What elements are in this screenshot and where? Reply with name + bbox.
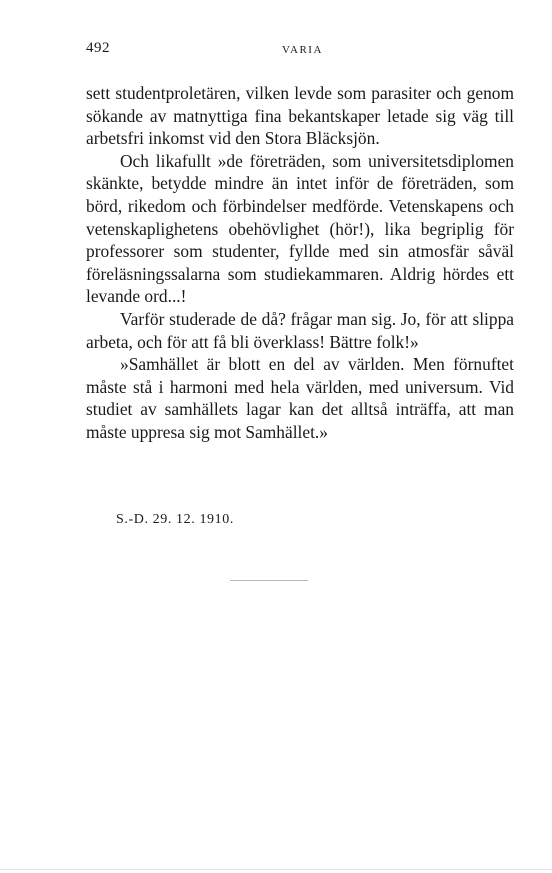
paragraph-2: Och likafullt »de företräden, som universitetsdiplomen skänkte, betydde mindre än intet inför de företräden, som börd, rikedom och förbindelser medförde. Vetenskapens och vetenskaplighetens obehövlighet (hör!), lika begriplig för professorer som studenter, fyllde med sin atmosfär såväl föreläsningssalarna som studiekammaren. Aldrig hördes ett levande ord...! [86, 150, 514, 307]
section-divider [230, 580, 308, 581]
running-head: VARIA [282, 44, 323, 56]
body-text [86, 82, 514, 444]
page-bottom-edge [0, 869, 552, 870]
signature-date: S.-D. 29. 12. 1910. [116, 512, 234, 527]
paragraph-4: »Samhället är blott en del av världen. Men förnuftet måste stå i harmoni med hela världen, med universum. Vid studiet av samhällets lagar kan det alltså inträffa, att man måste uppresa sig mot Samhället.» [86, 354, 514, 442]
paragraph-1: sett studentproletären, vilken levde som parasiter och genom sökande av matnyttiga fina bekantskaper letade sig väg till arbetsfri inkomst vid den Stora Bläcksjön. [86, 83, 514, 149]
paragraph-3: Varför studerade de då? frågar man sig. Jo, för att slippa arbeta, och för att få bli överklass! Bättre folk!» [86, 308, 514, 352]
page-header [86, 40, 516, 60]
page-number: 492 [86, 40, 110, 56]
